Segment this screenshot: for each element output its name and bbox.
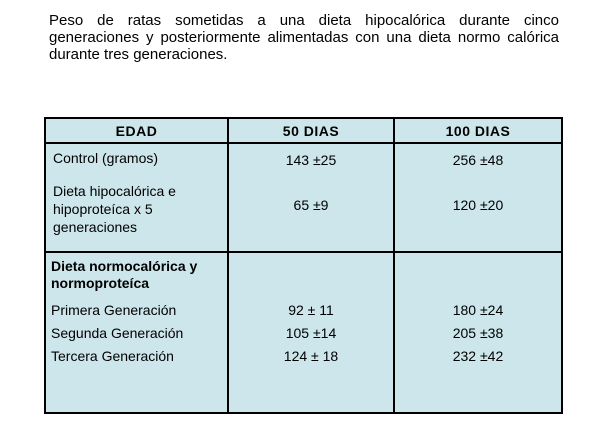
row-label-primera: Primera Generación bbox=[51, 302, 177, 318]
cell-control-100: 256 ±48 bbox=[452, 152, 504, 168]
cell-hipocalorica-50: 65 ±9 bbox=[293, 197, 329, 213]
header-divider bbox=[46, 142, 561, 144]
cell-primera-50: 92 ± 11 bbox=[288, 302, 334, 318]
row-label-hipocalorica: Dieta hipocalórica e hipoproteíca x 5 generaciones bbox=[53, 183, 176, 235]
row-label-tercera: Tercera Generación bbox=[51, 348, 174, 364]
header-50-dias: 50 DIAS bbox=[282, 123, 340, 139]
data-table bbox=[44, 117, 563, 414]
cell-hipocalorica-100: 120 ±20 bbox=[452, 197, 504, 213]
table-caption: Peso de ratas sometidas a una dieta hipocalórica durante cinco generaciones y posteriormente alimentadas con una dieta normo calórica durante tres generaciones. bbox=[49, 12, 559, 63]
cell-control-50: 143 ±25 bbox=[285, 152, 337, 168]
cell-segunda-100: 205 ±38 bbox=[452, 325, 504, 341]
header-edad: EDAD bbox=[115, 123, 158, 139]
header-100-dias: 100 DIAS bbox=[445, 123, 511, 139]
cell-primera-100: 180 ±24 bbox=[452, 302, 504, 318]
cell-tercera-50: 124 ± 18 bbox=[283, 348, 339, 364]
section-title: Dieta normocalórica y normoproteíca bbox=[51, 258, 198, 291]
cell-tercera-100: 232 ±42 bbox=[452, 348, 504, 364]
row-label-segunda: Segunda Generación bbox=[51, 325, 184, 341]
row-label-control: Control (gramos) bbox=[53, 150, 159, 166]
cell-segunda-50: 105 ±14 bbox=[285, 325, 337, 341]
section-divider bbox=[46, 251, 561, 253]
